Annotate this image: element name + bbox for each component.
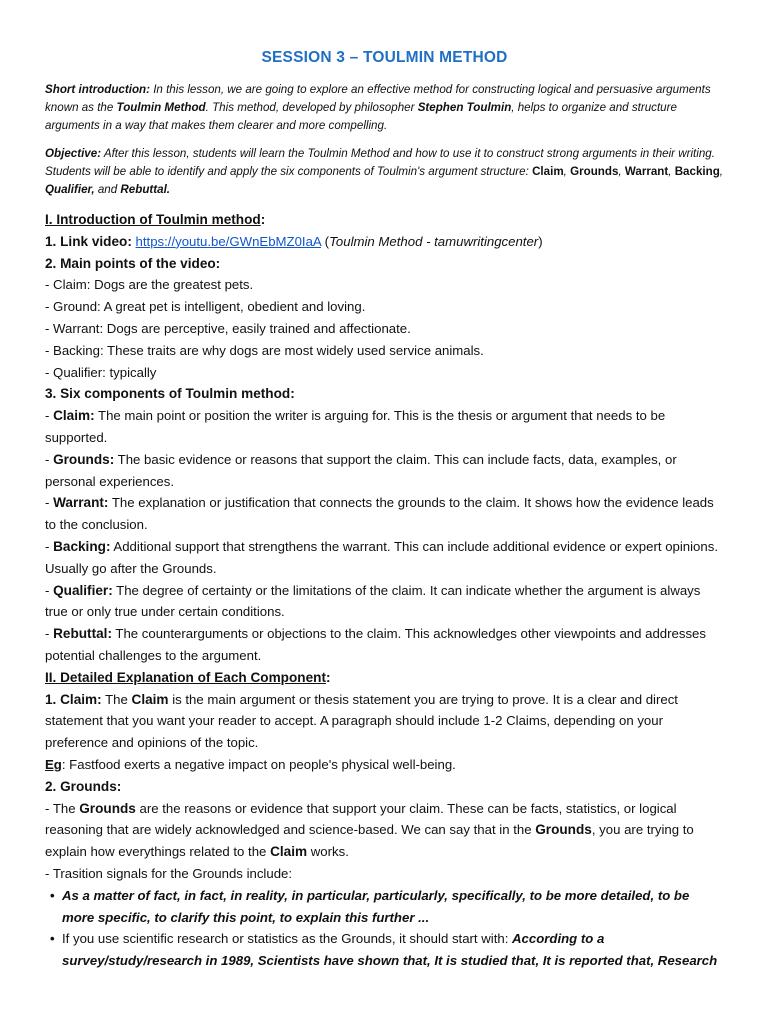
intro-author-name: Stephen Toulmin [417, 101, 512, 114]
objective-text: After this lesson, students will learn the Toulmin Method and how to use it to construct strong arguments in their writing. Students will be able to identify and apply the six components of Toulmin's argument structure: [45, 147, 715, 178]
objective-component: Qualifier, [45, 183, 95, 196]
objective-label: Objective: [45, 147, 102, 160]
intro-method-name: Toulmin Method [116, 101, 206, 114]
component-backing: - Backing: Additional support that strengthens the warrant. This can include additional evidence or expert opinions. Usually go after the Grounds. [45, 538, 718, 576]
list-item: • If you use scientific research or statistics as the Grounds, it should start with: According to a survey/study/research in 1989, Scientists have shown that, It is studied that, It is reported that, Research [62, 928, 724, 972]
short-introduction [45, 81, 724, 135]
objective-component: Rebuttal. [120, 183, 171, 196]
video-link[interactable]: https://youtu.be/GWnEbMZ0IaA [135, 233, 321, 249]
component-qualifier: - Qualifier: The degree of certainty or the limitations of the claim. It can indicate whether the argument is always true or only true under certain conditions. [45, 582, 701, 620]
intro-text: , helps to organize and structure arguments in a way that makes them clearer and more compelling. [45, 101, 677, 132]
intro-text: In this lesson, we are going to explore an effective method for constructing logical and persuasive arguments known as the [45, 83, 711, 114]
grounds-explanation: - The Grounds are the reasons or evidence that support your claim. These can be facts, statistics, or logical reasoning that are widely acknowledged and science-based. We can say that in the Grounds, you are trying to explain how everythings related to the Claim works. [45, 800, 694, 860]
bullet-icon: • [50, 931, 55, 947]
section-2-heading: II. Detailed Explanation of Each Component: [45, 669, 331, 685]
component-warrant: - Warrant: The explanation or justification that connects the grounds to the claim. It shows how the evidence leads to the conclusion. [45, 495, 714, 533]
link-video-line: 1. Link video: https://youtu.be/GWnEbMZ0IaA (Toulmin Method - tamuwritingcenter) [45, 233, 543, 249]
claim-explanation: 1. Claim: The Claim is the main argument or thesis statement you are trying to prove. It is a clear and direct statement that you want your reader to accept. A paragraph should include 1-2 Claims, depending on your preference and opinions of the topic. [45, 691, 678, 751]
transition-signals-intro: - Trasition signals for the Grounds include: [45, 865, 293, 881]
link-video-label: 1. Link video: [45, 233, 132, 249]
page-title: SESSION 3 – TOULMIN METHOD [261, 49, 508, 66]
main-points-heading: 2. Main points of the video: [45, 255, 221, 271]
main-point-backing: - Backing: These traits are why dogs are most widely used service animals. [45, 342, 484, 358]
objective-separator: , [719, 165, 724, 178]
transition-signals-list [45, 885, 724, 972]
objective-separator: , [618, 165, 625, 178]
objective-separator: , [563, 165, 571, 178]
main-point-warrant: - Warrant: Dogs are perceptive, easily trained and affectionate. [45, 320, 411, 336]
section-1-heading: I. Introduction of Toulmin method: [45, 212, 266, 227]
six-components-heading: 3. Six components of Toulmin method: [45, 386, 295, 402]
objective [45, 145, 724, 199]
document-body [45, 209, 724, 972]
objective-component: Grounds [570, 165, 619, 178]
objective-separator: , [668, 165, 675, 178]
video-source: Toulmin Method - tamuwritingcenter [329, 233, 539, 249]
objective-separator: and [94, 183, 121, 196]
main-point-qualifier: - Qualifier: typically [45, 364, 157, 380]
claim-example: Eg: Fastfood exerts a negative impact on people's physical well-being. [45, 756, 456, 772]
main-point-claim: - Claim: Dogs are the greatest pets. [45, 277, 254, 293]
objective-component: Warrant [624, 165, 669, 178]
intro-text: . This method, developed by philosopher [205, 101, 418, 114]
objective-component: Claim [532, 165, 564, 178]
component-grounds: - Grounds: The basic evidence or reasons that support the claim. This can include facts, data, examples, or personal experiences. [45, 451, 677, 489]
bullet-icon: • [50, 887, 55, 903]
intro-label: Short introduction: [45, 83, 150, 96]
list-item: • As a matter of fact, in fact, in reality, in particular, particularly, specifically, to be more detailed, to be more specific, to clarify this point, to explain this further ... [62, 885, 724, 929]
main-point-ground: - Ground: A great pet is intelligent, obedient and loving. [45, 299, 366, 315]
grounds-heading: 2. Grounds: [45, 778, 122, 794]
objective-component: Backing [674, 165, 720, 178]
component-claim: - Claim: The main point or position the writer is arguing for. This is the thesis or argument that needs to be supported. [45, 408, 666, 445]
component-rebuttal: - Rebuttal: The counterarguments or objections to the claim. This acknowledges other viewpoints and addresses potential challenges to the argument. [45, 626, 706, 663]
